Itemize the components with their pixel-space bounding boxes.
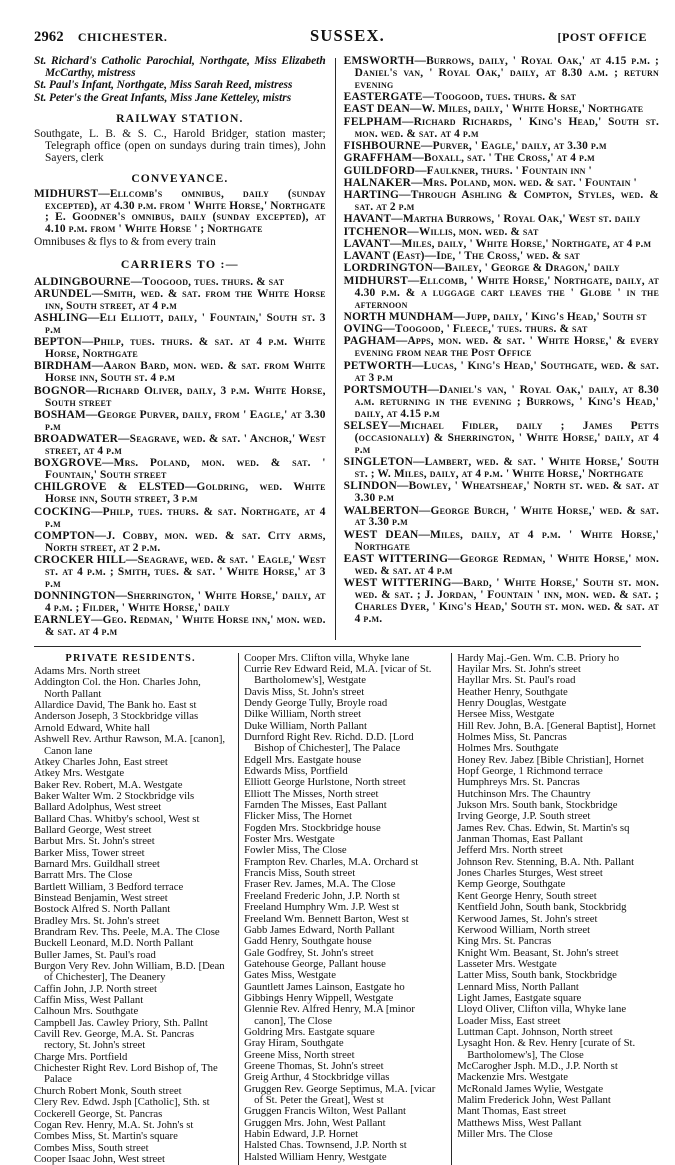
carrier-entry: BOXGROVE—Mrs. Poland, mon. wed. & sat. ' Fountain,' South street [34,457,326,482]
resident-entry: Mant Thomas, East street [457,1105,567,1118]
resident-entry: Caffin Miss, West Pallant [34,994,144,1007]
resident-entry: Gates Miss, Westgate [244,969,336,982]
resident-entry: Humphreys Mrs. St. Pancras [457,776,580,789]
resident-entry: Foster Mrs. Westgate [244,833,335,846]
resident-entry: Gruggen Mrs. John, West Pallant [244,1116,386,1129]
resident-entry: Fowler Miss, The Close [244,844,347,857]
resident-entry: Farnden The Misses, East Pallant [244,799,387,812]
carrier-entry: FISHBOURNE—Purver, ' Eagle,' daily, at 3.30 p.m [343,139,607,152]
school-entry: St. Richard's Catholic Parochial, Northgate, Miss Elizabeth McCarthy, mistress [34,55,326,79]
resident-entry: Lasseter Mrs. Westgate [457,957,557,970]
carrier-entry: COCKING—Philp, tues. thurs. & sat. Northgate, at 4 p.m [34,505,326,530]
resident-entry: Miller Mrs. The Close [457,1128,553,1141]
resident-entry: Habin Edward, J.P. Hornet [244,1128,359,1141]
carrier-entry: HALNAKER—Mrs. Poland, mon. wed. & sat. ' Fountain ' [343,176,637,189]
resident-entry: Barratt Mrs. The Close [34,869,133,882]
resident-entry: Loader Miss, East street [457,1014,561,1027]
resident-entry: Brandram Rev. Ths. Peele, M.A. The Close [34,926,220,938]
resident-entry: Glennie Rev. Alfred Henry, M.A [minor canon], The Close [244,1003,415,1027]
resident-entry: Durnford Right Rev. Richd. D.D. [Lord Bishop of Chichester], The Palace [244,731,414,755]
resident-entry: Hayilar Mrs. St. John's street [457,662,581,675]
resident-entry: Francis Miss, South street [244,867,356,880]
school-entry: St. Paul's Infant, Northgate, Miss Sarah Reed, mistress [34,79,293,92]
carrier-entry: CHILGROVE & ELSTED—Goldring, wed. White Horse inn, South street, 3 p.m [34,481,326,506]
resident-entry: Irving George, J.P. South street [457,810,591,823]
resident-entry: Janman Thomas, East Pallant [457,833,583,846]
resident-entry: Hill Rev. John, B.A. [General Baptist], Hornet [457,719,656,732]
resident-entry: Ballard George, West street [34,823,152,836]
resident-entry: Buckell Leonard, M.D. North Pallant [34,937,194,950]
carrier-entry: CROCKER HILL—Seagrave, wed. & sat. ' Eagle,' West st. at 4 p.m. ; Smith, tues. & sat. ' White Horse,' at 3 p.m [34,554,326,590]
resident-entry: Halsted Chas. Townsend, J.P. North st [244,1139,407,1152]
resident-entry: Hutchinson Mrs. The Chauntry [457,787,591,800]
resident-entry: Hersee Miss, Westgate [457,708,555,721]
resident-entry: Frampton Rev. Charles, M.A. Orchard st [244,855,419,868]
resident-entry: Dilke William, North street [244,708,362,721]
carrier-entry: HAVANT—Martha Burrows, ' Royal Oak,' West st. daily [343,213,641,226]
resident-entry: Jefferd Mrs. North street [457,844,563,857]
resident-entry: Cavill Rev. George, M.A. St. Pancras rectory, St. John's street [34,1028,194,1052]
running-head-town: CHICHESTER. [77,30,168,44]
resident-entry: Mackenzie Mrs. Westgate [457,1071,569,1084]
resident-entry: Bostock Alfred S. North Pallant [34,903,171,916]
resident-entry: McCarogher Jsph. M.D., J.P. North st [457,1059,618,1072]
resident-entry: Kerwood William, North street [457,923,591,936]
resident-entry: Ballard Chas. Whitby's school, West st [34,812,200,825]
resident-entry: Binstead Benjamin, West street [34,891,168,904]
resident-entry: Henry Douglas, Westgate [457,696,567,709]
carrier-entry: ALDINGBOURNE—Toogood, tues. thurs. & sat [34,275,285,288]
carriers-heading: CARRIERS TO :— [120,256,239,271]
carrier-entry: COMPTON—J. Cobby, mon. wed. & sat. City arms, North street, at 2 p.m. [34,529,326,554]
resident-entry: Bradley Mrs. St. John's street [34,914,160,927]
resident-entry: Kerwood James, St. John's street [457,912,598,925]
resident-entry: Malim Frederick John, West Pallant [457,1094,611,1106]
resident-entry: Calhoun Mrs. Southgate [34,1005,139,1018]
carrier-entry: SINGLETON—Lambert, wed. & sat. ' White Horse,' South st. ; W. Miles, daily, at 4 p.m. ' White Horse,' Northgate [343,456,659,481]
resident-entry: Baker Rev. Robert, M.A. Westgate [34,778,183,791]
resident-entry: Cooper Isaac John, West street [34,1152,166,1165]
carrier-entry: GRAFFHAM—Boxall, sat. ' The Cross,' at 4 p.m [343,152,595,165]
resident-entry: Edwards Miss, Portfield [244,765,348,778]
resident-entry: Barbut Mrs. St. John's street [34,835,155,848]
carrier-entry: OVING—Toogood, ' Fleece,' tues. thurs. & sat [343,323,588,336]
resident-entry: Clery Rev. Edwd. Jsph [Catholic], Sth. st [34,1096,210,1109]
resident-entry: Atkey Charles John, East street [34,755,168,768]
resident-entry: Greene Thomas, St. John's street [244,1059,384,1072]
resident-entry: McRonald James Wylie, Westgate [457,1082,604,1095]
column-left [34,56,335,640]
resident-entry: Jukson Mrs. South bank, Stockbridge [457,799,618,812]
carrier-entry: PORTSMOUTH—Daniel's van, ' Royal Oak,' daily, at 8.30 a.m. returning in the evening ; Burrows, ' King's Head,' daily, at 4.15 p.m [343,383,659,420]
carrier-entry: LORDRINGTON—Bailey, ' George & Dragon,' daily [343,262,620,275]
residents-divider [238,653,239,1165]
upper-columns [0,46,675,640]
carrier-entry: WEST WITTERING—Bard, ' White Horse,' South st. mon. wed. & sat. ; J. Jordan, ' Fountain ' inn, mon. wed. & sat. ; Charles Dyer, ' King's Head,' South st. mon. wed. & sat. at 4 p.m. [343,577,659,625]
resident-entry: Greene Miss, North street [244,1048,355,1061]
resident-entry: Elliott The Misses, North street [244,787,379,800]
resident-entry: Latter Miss, South bank, Stockbridge [457,969,617,982]
carrier-entry: ASHLING—Eli Elliott, daily, ' Fountain,' South st. 3 p.m [34,312,326,336]
conveyance-heading: CONVEYANCE. [131,172,229,186]
carrier-entry: ITCHENOR—Willis, mon. wed. & sat [343,225,539,238]
resident-entry: Buller James, St. Paul's road [34,948,156,961]
residents-column-1 [34,653,233,1165]
column-divider [335,58,336,640]
running-head [0,0,675,46]
private-residents-heading: PRIVATE RESIDENTS. [65,652,196,664]
carrier-entry: EMSWORTH—Burrows, daily, ' Royal Oak,' at 4.15 p.m. ; Daniel's van, ' Royal Oak,' daily, at 8.30 a.m. ; return evening [343,55,659,91]
private-residents-section [0,647,675,1165]
resident-entry: Chichester Right Rev. Lord Bishop of, The Palace [34,1062,218,1086]
carrier-entry: PETWORTH—Lucas, ' King's Head,' Southgate, wed. & sat. at 3 p.m [343,359,659,384]
carrier-entry: EAST WITTERING—George Redman, ' White Horse,' mon. wed. & sat. at 4 p.m [343,552,659,577]
school-entry: St. Peter's the Great Infants, Miss Jane Ketteley, mistrs [34,91,292,104]
resident-entry: Cogan Rev. Henry, M.A. St. John's st [34,1118,194,1131]
carrier-entry: GUILDFORD—Faulkner, thurs. ' Fountain inn ' [343,164,592,177]
resident-entry: Fogden Mrs. Stockbridge house [244,821,381,834]
running-head-section: [POST OFFICE [557,30,647,44]
resident-entry: Campbell Jas. Cawley Priory, Sth. Pallnt [34,1016,208,1029]
resident-entry: Freeland Humphry Wm. J.P. West st [244,901,400,914]
railway-entry: Southgate, L. B. & S. C., Harold Bridger, station master; Telegraph office (open on sundays during train times), John Sayers, clerk [34,128,326,165]
resident-entry: Gauntlett James Lainson, Eastgate ho [244,980,405,993]
resident-entry: Cockerell George, St. Pancras [34,1107,163,1120]
resident-entry: Duke William, North Pallant [244,719,367,732]
resident-entry: Ballard Adolphus, West street [34,801,162,814]
resident-entry: Greig Arthur, 4 Stockbridge villas [244,1071,390,1084]
resident-entry: Charge Mrs. Portfield [34,1050,128,1063]
carrier-entry: BOSHAM—George Purver, daily, from ' Eagle,' at 3.30 p.m [34,408,326,433]
resident-entry: Flicker Miss, The Hornet [244,810,352,823]
running-head-county: SUSSEX. [310,26,385,45]
resident-entry: Knight Wm. Beasant, St. John's street [457,946,619,959]
residents-divider [451,653,452,1165]
carrier-entry: DONNINGTON—Sherrington, ' White Horse,' daily, at 4 p.m. ; Filder, ' White Horse,' daily [34,590,326,615]
carrier-entry: MIDHURST—Ellcomb, ' White Horse,' Northgate, daily, at 4.30 p.m. & a luggage cart leaves the ' Globe ' in the afternoon [343,274,659,311]
resident-entry: Atkey Mrs. Westgate [34,767,125,780]
resident-entry: Barker Miss, Tower street [34,846,145,859]
resident-entry: Kentfield John, South bank, Stockbridg [457,901,627,914]
resident-entry: Luttman Capt. Johnson, North street [457,1025,613,1038]
conveyance-entry: Omnibuses & flys to & from every train [34,235,216,248]
carrier-entry: PAGHAM—Apps, mon. wed. & sat. ' White Horse,' & every evening from near the Post Office [343,335,659,360]
resident-entry: Baker Walter Wm. 2 Stockbridge vils [34,789,195,802]
carriers-list-right [344,56,659,626]
carrier-entry: BOGNOR—Richard Oliver, daily, 3 p.m. White Horse, South street [34,384,326,409]
carrier-entry: SELSEY—Michael Fidler, daily ; James Petts (occasionally) & Sherrington, ' White Horse,' daily, at 4 p.m [343,420,659,456]
resident-entry: Anderson Joseph, 3 Stockbridge villas [34,710,199,723]
resident-entry: Hayllar Mrs. St. Paul's road [457,674,576,687]
carrier-entry: SLINDON—Bowley, ' Wheatsheaf,' North st. wed. & sat. at 3.30 p.m [343,480,659,505]
resident-entry: Allardice David, The Bank ho. East st [34,699,197,712]
resident-entry: Gadd Henry, Southgate house [244,935,372,948]
resident-entry: Combes Miss, South street [34,1141,149,1154]
carrier-entry: ARUNDEL—Smith, wed. & sat. from the White Horse inn, South street, at 4 p.m [34,287,326,312]
resident-entry: Ashwell Rev. Arthur Rawson, M.A. [canon], Canon lane [34,733,226,757]
residents-column-2 [244,653,446,1165]
resident-entry: King Mrs. St. Pancras [457,935,552,948]
resident-entry: Addington Col. the Hon. Charles John, North Pallant [34,676,201,700]
resident-entry: Jones Charles Sturges, West street [457,867,603,880]
resident-entry: Elliott George Hurlstone, North street [244,776,406,789]
resident-entry: Fraser Rev. James, M.A. The Close [244,878,396,891]
resident-entry: Gabb James Edward, North Pallant [244,923,395,936]
resident-entry: Caffin John, J.P. North street [34,982,157,995]
resident-entry: Gray Hiram, Southgate [244,1037,344,1050]
resident-entry: Gruggen Rev. George Septimus, M.A. [vicar of St. Peter the Great], West st [244,1082,436,1106]
railway-station-heading: RAILWAY STATION. [116,112,244,126]
carrier-entry: BROADWATER—Seagrave, wed. & sat. ' Anchor,' West street, at 4 p.m [34,433,326,457]
resident-entry: Gatehouse George, Pallant house [244,957,386,970]
resident-entry: Burgon Very Rev. John William, B.D. [Dean of Chichester], The Deanery [34,960,225,984]
resident-entry: Arnold Edward, White hall [34,721,151,734]
resident-entry: Matthews Miss, West Pallant [457,1116,582,1129]
resident-entry: Kent George Henry, South street [457,889,597,902]
carrier-entry: LAVANT—Miles, daily, ' White Horse,' Northgate, at 4 p.m [343,237,652,250]
resident-entry: Holmes Mrs. Southgate [457,742,559,755]
resident-entry: Gale Godfrey, St. John's street [244,946,374,959]
resident-entry: Heather Henry, Southgate [457,685,568,698]
carrier-entry: EASTERGATE—Toogood, tues. thurs. & sat [343,91,577,104]
carrier-entry: LAVANT (East)—Ide, ' The Cross,' wed. & sat [343,250,580,263]
resident-entry: Freeland Wm. Bennett Barton, West st [244,912,409,925]
column-right [344,56,659,640]
resident-entry: Church Robert Monk, South street [34,1084,182,1097]
carrier-entry: BEPTON—Philp, tues. thurs. & sat. at 4 p.m. White Horse, Northgate [34,336,326,361]
carrier-entry: HARTING—Through Ashling & Compton, Styles, wed. & sat. at 2 p.m [343,189,659,213]
resident-entry: Cooper Mrs. Clifton villa, Whyke lane [244,651,410,664]
carrier-entry: FELPHAM—Richard Richards, ' King's Head,' South st. mon. wed. & sat. at 4 p.m [343,115,659,140]
resident-entry: Currie Rev Edward Reid, M.A. [vicar of St. Bartholomew's], Westgate [244,662,432,687]
resident-entry: Lennard Miss, North Pallant [457,980,579,993]
conveyance-entry: MIDHURST—Ellcomb's omnibus, daily (sunday excepted), at 4.30 p.m. from ' White Horse,' Northgate ; E. Goodner's omnibus, daily (sunday excepted), at 4.10 p.m. from ' White Horse ' ; Northgate [34,187,326,236]
carrier-entry: BIRDHAM—Aaron Bard, mon. wed. & sat. from White Horse inn, South st. 4 p.m [34,360,326,385]
resident-entry: Light James, Eastgate square [457,991,582,1004]
carrier-entry: EAST DEAN—W. Miles, daily, ' White Horse,' Northgate [343,103,644,116]
resident-entry: Edgell Mrs. Eastgate house [244,753,362,766]
resident-entry: Gruggen Francis Wilton, West Pallant [244,1105,407,1118]
resident-entry: Goldring Mrs. Eastgate square [244,1025,375,1038]
residents-column-3 [457,653,663,1165]
resident-entry: Combes Miss, St. Martin's square [34,1130,178,1143]
resident-entry: Holmes Miss, St. Pancras [457,731,567,743]
resident-entry: Adams Mrs. North street [34,665,141,678]
resident-entry: James Rev. Chas. Edwin, St. Martin's sq [457,821,630,834]
carrier-entry: WALBERTON—George Burch, ' White Horse,' wed. & sat. at 3.30 p.m [343,504,659,529]
carriers-list-left [34,277,326,640]
resident-entry: Dendy George Tully, Broyle road [244,696,388,709]
resident-entry: Johnson Rev. Stenning, B.A. Nth. Pallant [457,855,635,868]
resident-entry: Bartlett William, 3 Bedford terrace [34,880,184,893]
schools-list [34,56,326,104]
page-number: 2962 [34,29,64,45]
resident-entry: Hardy Maj.-Gen. Wm. C.B. Priory ho [457,651,620,664]
resident-entry: Barnard Mrs. Guildhall street [34,857,160,870]
carrier-entry: NORTH MUNDHAM—Jupp, daily, ' King's Head,' South st [343,310,647,323]
carrier-entry: EARNLEY—Geo. Redman, ' White Horse inn,' mon. wed. & sat. at 4 p.m [34,614,326,639]
carrier-entry: WEST DEAN—Miles, daily, at 4 p.m. ' White Horse,' Northgate [343,528,659,553]
resident-entry: Honey Rev. Jabez [Bible Christian], Hornet [457,753,644,766]
resident-entry: Gibbings Henry Wippell, Westgate [244,991,394,1004]
resident-entry: Hopf George, 1 Richmond terrace [457,765,603,778]
resident-entry: Freeland Frederic John, J.P. North st [244,889,400,902]
resident-entry: Davis Miss, St. John's street [244,685,365,698]
resident-entry: Halsted William Henry, Westgate [244,1150,387,1163]
resident-entry: Lloyd Oliver, Clifton villa, Whyke lane [457,1003,627,1016]
resident-entry: Lysaght Hon. & Rev. Henry [curate of St. Bartholomew's], The Close [457,1037,636,1061]
resident-entry: Kemp George, Southgate [457,878,566,891]
